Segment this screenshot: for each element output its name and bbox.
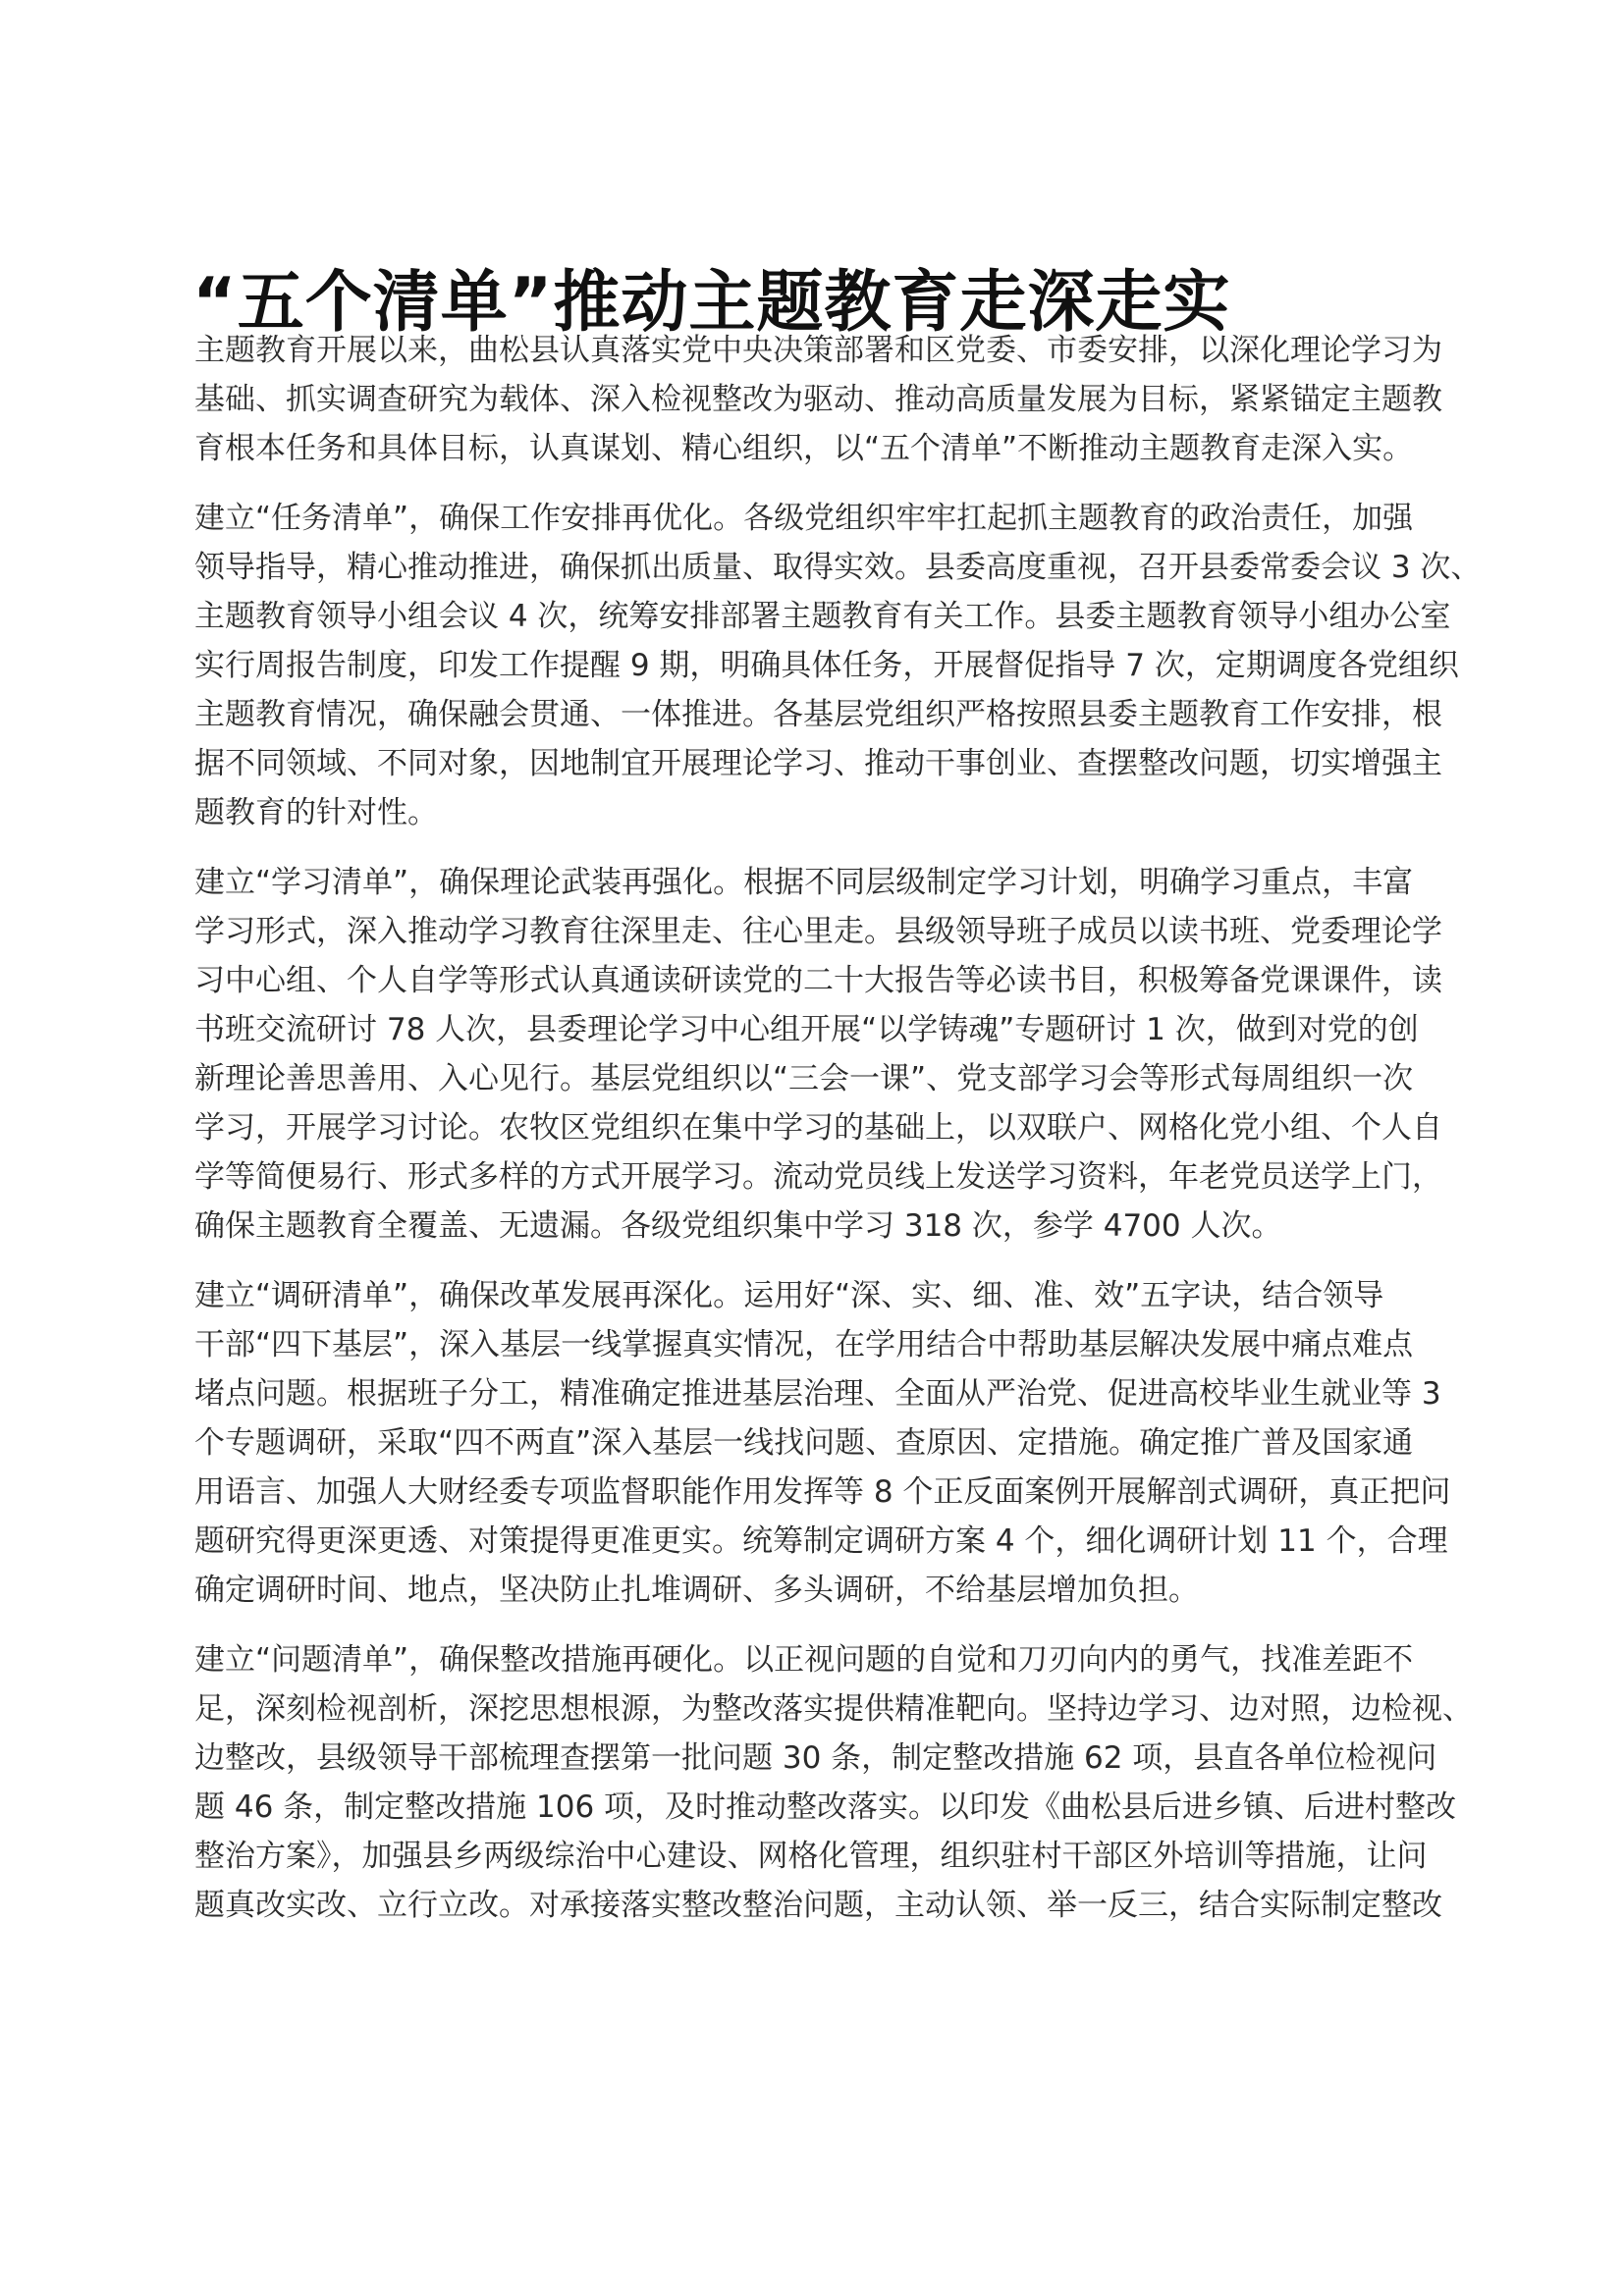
paragraph-line: 建立“调研清单”，确保改革发展再深化。运用好“深、实、细、准、效”五字诀，结合领导 (194, 1278, 1384, 1313)
paragraph (194, 494, 1482, 837)
paragraph-line: 边整改，县级领导干部梳理查摆第一批问题 30 条，制定整改措施 62 项，县直各单位检视问 (194, 1740, 1437, 1776)
paragraph-line: 确定调研时间、地点，坚决防止扎堆调研、多头调研，不给基层增加负担。 (194, 1573, 1199, 1608)
paragraph-line: 题 46 条，制定整改措施 106 项，及时推动整改落实。以印发《曲松县后进乡镇、后进村整改 (194, 1789, 1457, 1825)
paragraph-line: 主题教育开展以来，曲松县认真落实党中央决策部署和区党委、市委安排，以深化理论学习为 (194, 333, 1442, 368)
paragraph-line: 建立“任务清单”，确保工作安排再优化。各级党组织牢牢扛起抓主题教育的政治责任，加强 (194, 501, 1414, 536)
paragraph-line: 基础、抓实调查研究为载体、深入检视整改为驱动、推动高质量发展为目标，紧紧锚定主题教 (194, 382, 1442, 417)
paragraph-line: 足，深刻检视剖析，深挖思想根源，为整改落实提供精准靶向。坚持边学习、边对照，边检视、 (194, 1691, 1473, 1727)
article-body (194, 326, 1482, 1950)
paragraph-line: 育根本任务和具体目标，认真谋划、精心组织，以“五个清单”不断推动主题教育走深入实。 (194, 431, 1414, 466)
paragraph-line: 据不同领域、不同对象，因地制宜开展理论学习、推动干事创业、查摆整改问题，切实增强主 (194, 746, 1442, 781)
paragraph (194, 1635, 1471, 1930)
paragraph-line: 个专题调研，采取“四不两直”深入基层一线找问题、查原因、定措施。确定推广普及国家通 (194, 1425, 1414, 1461)
paragraph-line: 学习形式，深入推动学习教育往深里走、往心里走。县级领导班子成员以读书班、党委理论学 (194, 914, 1442, 949)
paragraph-line: 题教育的针对性。 (194, 795, 438, 830)
paragraph-line: 书班交流研讨 78 人次，县委理论学习中心组开展“以学铸魂”专题研讨 1 次，做到对党的创 (194, 1012, 1419, 1047)
paragraph-line: 确保主题教育全覆盖、无遗漏。各级党组织集中学习 318 次，参学 4700 人次。 (194, 1208, 1282, 1244)
paragraph-line: 题研究得更深更透、对策提得更准更实。统筹制定调研方案 4 个，细化调研计划 11 个，合理 (194, 1523, 1448, 1559)
paragraph-line: 题真改实改、立行立改。对承接落实整改整治问题，主动认领、举一反三，结合实际制定整改 (194, 1888, 1442, 1923)
paragraph-line: 主题教育情况，确保融会贯通、一体推进。各基层党组织严格按照县委主题教育工作安排，根 (194, 697, 1442, 732)
paragraph-line: 整治方案》，加强县乡两级综治中心建设、网格化管理，组织驻村干部区外培训等措施，让问 (194, 1839, 1428, 1874)
paragraph (194, 326, 1471, 473)
paragraph-line: 学习，开展学习讨论。农牧区党组织在集中学习的基础上，以双联户、网格化党小组、个人自 (194, 1110, 1442, 1146)
paragraph-line: 领导指导，精心推动推进，确保抓出质量、取得实效。县委高度重视，召开县委常委会议 3 次、 (194, 550, 1482, 585)
paragraph-line: 建立“学习清单”，确保理论武装再强化。根据不同层级制定学习计划，明确学习重点，丰富 (194, 865, 1414, 900)
paragraph-line: 实行周报告制度，印发工作提醒 9 期，明确具体任务，开展督促指导 7 次，定期调度各党组织 (194, 648, 1459, 683)
paragraph-line: 用语言、加强人大财经委专项监督职能作用发挥等 8 个正反面案例开展解剖式调研，真正把问 (194, 1474, 1451, 1510)
paragraph (194, 1271, 1471, 1615)
paragraph-line: 主题教育领导小组会议 4 次，统筹安排部署主题教育有关工作。县委主题教育领导小组办公室 (194, 599, 1451, 634)
paragraph-line: 建立“问题清单”，确保整改措施再硬化。以正视问题的自觉和刀刃向内的勇气，找准差距不 (194, 1642, 1414, 1678)
paragraph-line: 习中心组、个人自学等形式认真通读研读党的二十大报告等必读书目，积极筹备党课课件，读 (194, 963, 1442, 998)
paragraph-line: 堵点问题。根据班子分工，精准确定推进基层治理、全面从严治党、促进高校毕业生就业等 3 (194, 1376, 1441, 1412)
paragraph-line: 新理论善思善用、入心见行。基层党组织以“三会一课”、党支部学习会等形式每周组织一次 (194, 1061, 1414, 1096)
paragraph-line: 干部“四下基层”，深入基层一线掌握真实情况，在学用结合中帮助基层解决发展中痛点难点 (194, 1327, 1414, 1362)
article-title: “五个清单”推动主题教育走深走实 (192, 263, 1231, 342)
paragraph (194, 858, 1471, 1251)
paragraph-line: 学等简便易行、形式多样的方式开展学习。流动党员线上发送学习资料，年老党员送学上门， (194, 1159, 1442, 1195)
